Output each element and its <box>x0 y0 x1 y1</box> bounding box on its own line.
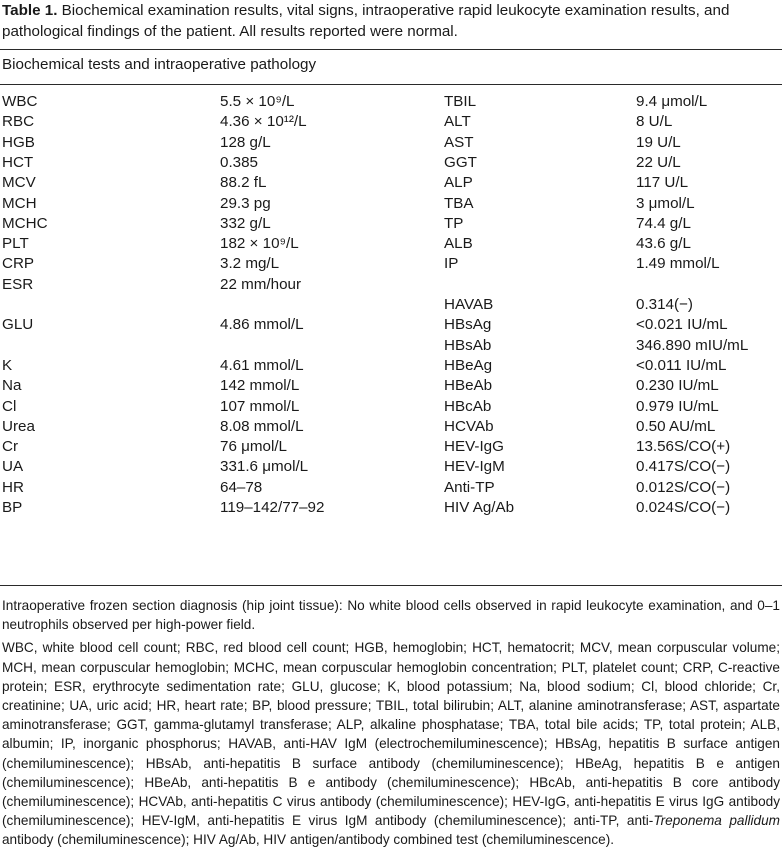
test-name-right: HAVAB <box>444 296 494 313</box>
test-name-left: MCV <box>2 174 36 192</box>
test-value-left: 5.5 × 10⁹/L <box>220 93 295 110</box>
bottom-rule <box>0 585 782 586</box>
abbrev-italic: Treponema pallidum <box>653 813 780 829</box>
test-name-left: MCH <box>2 194 37 212</box>
test-value-right: 346.890 mIU/mL <box>636 336 749 354</box>
test-value-left: 8.08 mmol/L <box>220 417 304 435</box>
test-value-left: 22 mm/hour <box>220 275 302 293</box>
test-name-right: TP <box>444 214 464 232</box>
test-name-right: GGT <box>444 153 477 171</box>
test-name-left: HCT <box>2 153 34 171</box>
test-name-right: TBIL <box>444 93 477 110</box>
caption-label: Table 1. <box>2 2 58 19</box>
test-value-left: 332 g/L <box>220 214 271 232</box>
test-name-left: CRP <box>2 255 35 273</box>
test-name-left: K <box>2 356 13 374</box>
test-name-right: ALB <box>444 235 473 253</box>
abbrev-text-2: antibody (chemiluminescence); HIV Ag/Ab, HIV antigen/antibody combined test (chemiluminescence). <box>2 832 615 848</box>
test-name-right: HBcAb <box>444 397 492 415</box>
test-name-right: ALP <box>444 174 473 192</box>
test-value-left: 64–78 <box>220 478 263 496</box>
top-rule <box>0 49 782 50</box>
test-value-right: 0.979 IU/mL <box>636 397 719 415</box>
test-value-right: 22 U/L <box>636 153 681 171</box>
test-name-left: WBC <box>2 93 38 110</box>
test-name-right: AST <box>444 133 474 151</box>
test-value-left: 142 mmol/L <box>220 377 300 395</box>
test-value-right: 1.49 mmol/L <box>636 255 720 273</box>
test-name-right: ALT <box>444 113 471 131</box>
test-name-left: UA <box>2 458 24 476</box>
table-caption <box>2 0 778 42</box>
test-name-right: TBA <box>444 194 474 212</box>
test-name-left: HR <box>2 478 24 496</box>
test-value-left: 4.86 mmol/L <box>220 316 304 334</box>
intraoperative-note: Intraoperative frozen section diagnosis (hip joint tissue): No white blood cells observed in rapid leukocyte examination, and 0–1 neutrophils observed per high-power field. <box>2 598 780 633</box>
test-value-left: 331.6 μmol/L <box>220 458 309 476</box>
test-value-left: 3.2 mg/L <box>220 255 280 273</box>
test-value-left: 119–142/77–92 <box>220 499 325 516</box>
test-name-right: HBeAb <box>444 377 493 395</box>
test-value-left: 88.2 fL <box>220 174 267 192</box>
test-name-right: HEV-IgM <box>444 458 505 476</box>
test-value-right: 3 μmol/L <box>636 194 695 212</box>
test-name-left: Urea <box>2 417 35 435</box>
test-name-left: RBC <box>2 113 35 131</box>
test-name-left: GLU <box>2 316 34 334</box>
test-value-right: 0.024S/CO(−) <box>636 499 731 516</box>
test-value-right: <0.011 IU/mL <box>636 356 727 374</box>
test-value-left: 182 × 10⁹/L <box>220 235 299 253</box>
test-value-right: <0.021 IU/mL <box>636 316 728 334</box>
test-value-left: 0.385 <box>220 153 259 171</box>
test-value-right: 0.314(−) <box>636 296 693 313</box>
caption-text: Biochemical examination results, vital signs, intraoperative rapid leukocyte examination results, and pathological findings of the patient. All results reported were normal. <box>2 2 730 40</box>
test-name-left: Na <box>2 377 22 395</box>
test-name-right: HBeAg <box>444 356 493 374</box>
test-name-left: HGB <box>2 133 35 151</box>
test-name-right: Anti-TP <box>444 478 495 496</box>
test-name-left: Cr <box>2 438 19 456</box>
header-rule <box>0 84 782 85</box>
test-name-left: MCHC <box>2 214 48 232</box>
test-name-right: HBsAg <box>444 316 492 334</box>
test-name-right: HEV-IgG <box>444 438 504 456</box>
test-value-left: 4.36 × 10¹²/L <box>220 113 307 131</box>
test-value-left: 29.3 pg <box>220 194 271 212</box>
test-name-right: HIV Ag/Ab <box>444 499 515 516</box>
test-value-right: 19 U/L <box>636 133 681 151</box>
test-value-left: 128 g/L <box>220 133 271 151</box>
test-value-right: 0.230 IU/mL <box>636 377 719 395</box>
test-name-right: HCVAb <box>444 417 494 435</box>
test-value-right: 0.50 AU/mL <box>636 417 716 435</box>
test-value-left: 107 mmol/L <box>220 397 300 415</box>
test-value-right: 0.417S/CO(−) <box>636 458 731 476</box>
test-name-right: HBsAb <box>444 336 492 354</box>
test-value-right: 13.56S/CO(+) <box>636 438 731 456</box>
test-value-right: 117 U/L <box>636 174 689 192</box>
test-value-right: 74.4 g/L <box>636 214 691 232</box>
test-value-right: 0.012S/CO(−) <box>636 478 731 496</box>
test-value-right: 9.4 μmol/L <box>636 93 708 110</box>
test-value-left: 4.61 mmol/L <box>220 356 304 374</box>
abbrev-text-1: WBC, white blood cell count; RBC, red blood cell count; HGB, hemoglobin; HCT, hematocrit; MCV, mean corpuscular volume; MCH, mean corpuscular hemoglobin; MCHC, mean corpuscular hemoglobin concentration; PLT, platelet count; CRP, C-reactive protein; ESR, erythrocyte sedimentation rate; GLU, glucose; K, blood potassium; Na, blood sodium; Cl, blood chloride; Cr, creatinine; UA, uric acid; HR, heart rate; BP, blood pressure; TBIL, total bilirubin; ALT, alanine aminotransferase; AST, aspartate aminotransferase; GGT, gamma-glutamyl transferase; ALP, alkaline phosphatase; TBA, total bile acids; TP, total protein; ALB, albumin; IP, inorganic phosphorus; HAVAB, anti-HAV IgM (electrochemiluminescence); HBsAg, hepatitis B surface antigen (chemiluminescence); HBsAb, anti-hepatitis B surface antibody (chemiluminescence); HBeAg, hepatitis B e antigen (chemiluminescence); HBeAb, anti-hepatitis B e antibody (chemiluminescence); HBcAb, anti-hepatitis B core antibody (chemiluminescence); HCVAb, anti-hepatitis C virus antibody (chemiluminescence); HEV-IgG, anti-hepatitis E virus IgG antibody (chemiluminescence); HEV-IgM, anti-hepatitis E virus IgM antibody (chemiluminescence); anti-TP, anti- <box>2 640 780 829</box>
test-name-left: Cl <box>2 397 17 415</box>
test-value-left: 76 μmol/L <box>220 438 288 456</box>
section-title: Biochemical tests and intraoperative pathology <box>2 56 317 73</box>
test-name-left: ESR <box>2 275 34 293</box>
abbreviations-note <box>2 638 780 849</box>
test-value-right: 43.6 g/L <box>636 235 691 253</box>
test-value-right: 8 U/L <box>636 113 673 131</box>
test-name-left: PLT <box>2 235 29 253</box>
table-notes <box>2 596 780 854</box>
test-name-left: BP <box>2 499 23 516</box>
test-name-right: IP <box>444 255 459 273</box>
